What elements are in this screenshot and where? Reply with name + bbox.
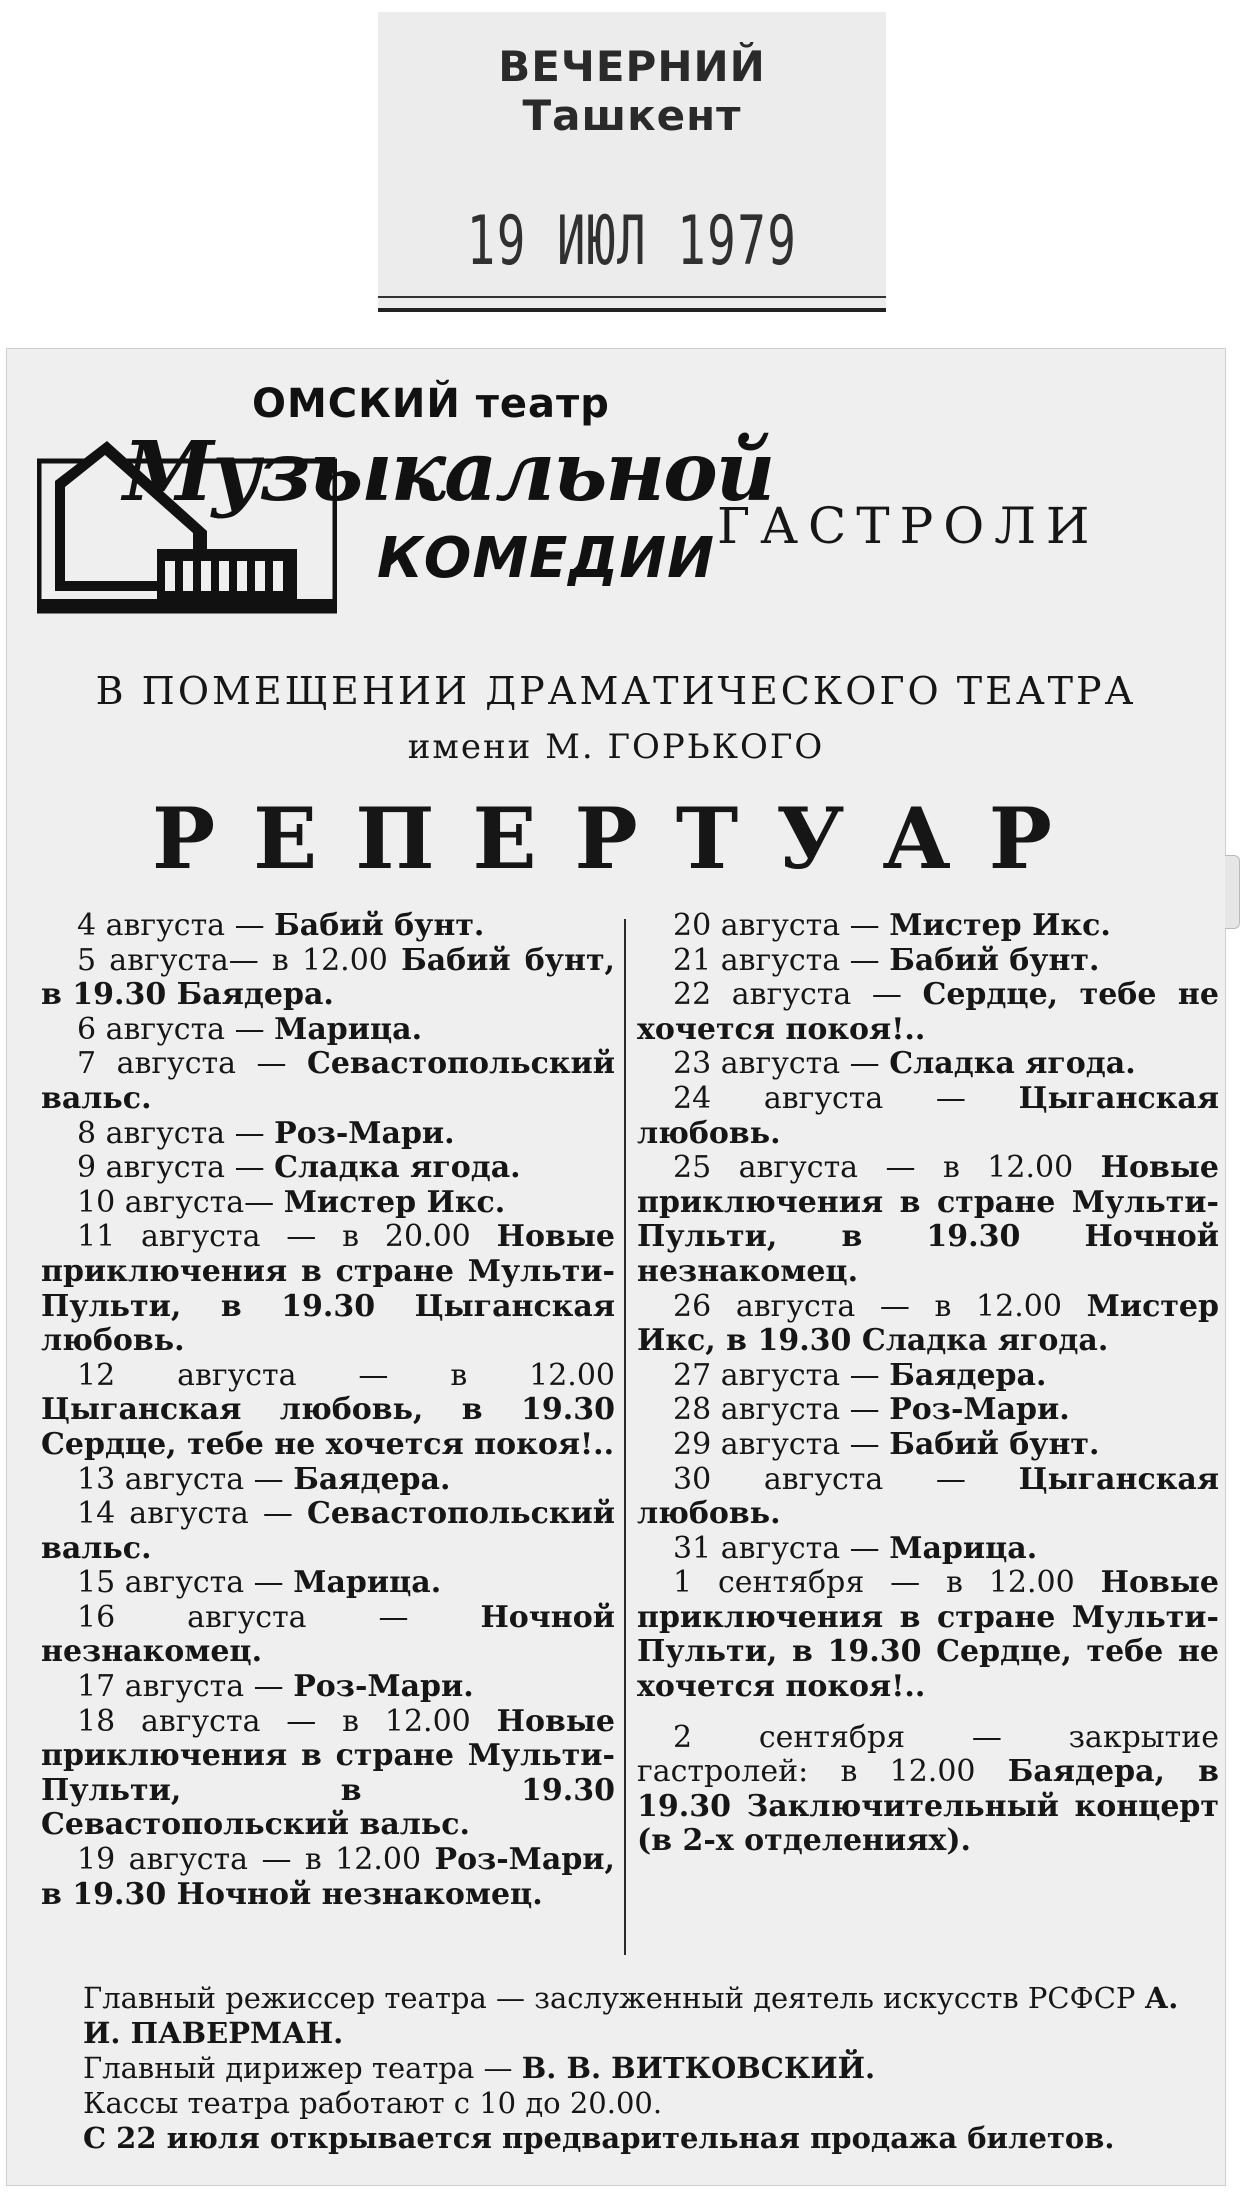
stamp-date: 19 ИЮЛ 1979	[466, 202, 798, 281]
entry-title: Роз-Мари.	[274, 1115, 455, 1151]
theatre-logo	[37, 381, 774, 613]
entry-title: Баядера.	[889, 1357, 1047, 1393]
entry-date: 13 августа —	[77, 1461, 284, 1497]
schedule-entry	[41, 944, 615, 1013]
director-line	[47, 1981, 1213, 2051]
entry-title: Бабий бунт.	[274, 908, 485, 943]
entry-date: 25 августа — в 12.00	[673, 1150, 1074, 1186]
schedule-entry	[637, 1290, 1219, 1359]
entry-date: 14 августа —	[77, 1496, 293, 1532]
entry-title: Роз-Мари.	[293, 1669, 474, 1705]
entry-title: Баядера.	[293, 1461, 451, 1497]
entry-date: 15 августа —	[77, 1565, 284, 1601]
entry-title: Роз-Мари.	[889, 1392, 1070, 1428]
entry-title: Марица.	[889, 1530, 1038, 1566]
entry-date: 19 августа — в 12.00	[77, 1842, 422, 1878]
director-label: Главный режиссер театра — заслуженный деятель искусств РСФСР	[83, 1981, 1136, 2015]
entry-title: Марица.	[293, 1565, 442, 1601]
entry-date: 27 августа —	[673, 1357, 880, 1393]
entry-title: Мистер Икс.	[889, 908, 1111, 943]
entry-title: Бабий бунт.	[889, 1426, 1100, 1462]
entry-title: Ночной незнакомец.	[41, 1599, 615, 1670]
schedule-entry	[41, 1151, 615, 1186]
schedule-entry	[637, 1532, 1219, 1567]
schedule-entry	[637, 1047, 1219, 1082]
presale-notice	[47, 2121, 1213, 2156]
entry-date: 7 августа —	[77, 1046, 287, 1082]
entry-date: 18 августа — в 12.00	[77, 1703, 471, 1739]
entry-date: 24 августа —	[673, 1080, 966, 1116]
entry-title: Новые приключения в стране Мульти-Пульти, в 19.30 Ночной незнакомец.	[637, 1150, 1219, 1289]
schedule-entry	[637, 1428, 1219, 1463]
entry-title: Новые приключения в стране Мульти-Пульти, в 19.30 Севастопольский вальс.	[41, 1703, 615, 1843]
entry-title: Мистер Икс.	[283, 1184, 506, 1220]
tour-heading: ГАСТРОЛИ	[717, 497, 1100, 555]
entry-date: 5 августа— в 12.00	[77, 942, 388, 978]
entry-title: Цыганская любовь.	[637, 1461, 1219, 1532]
schedule-entry	[41, 1566, 615, 1601]
schedule-entry	[637, 1082, 1219, 1151]
entry-date: 22 августа —	[673, 977, 902, 1013]
schedule-entry	[41, 1117, 615, 1152]
schedule-entry	[637, 944, 1219, 979]
schedule-entry	[637, 1151, 1219, 1289]
entry-date: 12 августа — в 12.00	[77, 1357, 615, 1393]
entry-date: 11 августа — в 20.00	[77, 1219, 471, 1255]
entry-date: 10 августа—	[77, 1184, 275, 1220]
schedule-column-right	[637, 909, 1219, 1859]
entry-date: 31 августа —	[673, 1530, 880, 1566]
entry-title: Мистер Икс, в 19.30 Сладка ягода.	[637, 1288, 1219, 1359]
schedule-entry	[41, 1047, 615, 1116]
entry-date: 4 августа —	[77, 908, 265, 943]
entry-date: 23 августа —	[673, 1046, 880, 1082]
schedule-entry	[41, 1705, 615, 1843]
entry-title: Цыганская любовь.	[637, 1080, 1219, 1151]
logo-city-line: ОМСКИЙ театр	[252, 381, 610, 427]
entry-date: 26 августа — в 12.00	[673, 1288, 1062, 1324]
schedule-entry	[41, 1359, 615, 1463]
entry-title: Роз-Мари, в 19.30 Ночной незнакомец.	[41, 1842, 615, 1912]
schedule-entry	[637, 909, 1219, 944]
schedule-entry	[41, 1186, 615, 1221]
entry-title: Бабий бунт, в 19.30 Баядера.	[41, 942, 615, 1013]
entry-date: 8 августа —	[77, 1115, 265, 1151]
conductor-label: Главный дирижер театра —	[83, 2051, 513, 2085]
schedule-entry	[41, 1497, 615, 1566]
entry-date: 6 августа —	[77, 1011, 265, 1047]
repertoire-heading: РЕПЕРТУАР	[152, 789, 1090, 888]
presale-text: С 22 июля открывается предварительная продажа билетов.	[83, 2121, 1115, 2155]
schedule-entry	[41, 1670, 615, 1705]
venue-line-1: В ПОМЕЩЕНИИ ДРАМАТИЧЕСКОГО ТЕАТРА	[95, 669, 1137, 713]
box-office-hours: Кассы театра работают с 10 до 20.00.	[83, 2086, 663, 2120]
logo-title-line: Музыкальной	[123, 424, 774, 520]
entry-title: Бабий бунт.	[889, 942, 1100, 978]
schedule-entry	[637, 1463, 1219, 1532]
entry-title: Марица.	[274, 1011, 423, 1047]
schedule-entry	[637, 1393, 1219, 1428]
entry-date: 29 августа —	[673, 1426, 880, 1462]
entry-date: 2 сентября — закрытие гастролей: в 12.00	[637, 1719, 1219, 1790]
entry-title: Новые приключения в стране Мульти-Пульти, в 19.30 Сердце, тебе не хочется покоя!..	[637, 1565, 1219, 1705]
entry-title: Цыганская любовь, в 19.30 Сердце, тебе не хочется покоя!..	[41, 1392, 615, 1462]
schedule-entry	[41, 909, 615, 944]
entry-date: 9 августа —	[77, 1150, 265, 1186]
schedule-entry	[637, 1566, 1219, 1704]
schedule-column-left	[41, 909, 615, 1912]
conductor-name: В. В. ВИТКОВСКИЙ.	[521, 2051, 876, 2085]
entry-date: 17 августа —	[77, 1669, 284, 1705]
schedule-entry	[637, 1359, 1219, 1394]
entry-date: 30 августа —	[673, 1461, 966, 1497]
entry-title: Севастопольский вальс.	[41, 1046, 615, 1116]
schedule-entry	[41, 1220, 615, 1358]
entry-date: 1 сентября — в 12.00	[673, 1565, 1075, 1601]
entry-title: Севастопольский вальс.	[41, 1496, 615, 1566]
entry-date: 16 августа —	[77, 1599, 409, 1635]
entry-title: Новые приключения в стране Мульти-Пульти, в 19.30 Цыганская любовь.	[41, 1219, 615, 1359]
schedule-entry	[41, 1013, 615, 1048]
date-stamp-clipping	[378, 12, 886, 312]
schedule-entry	[41, 1463, 615, 1498]
entry-date: 28 августа —	[673, 1392, 880, 1428]
newspaper-name: ВЕЧЕРНИЙ Ташкент	[498, 42, 766, 140]
entry-title: Сердце, тебе не хочется покоя!..	[637, 977, 1219, 1047]
schedule-entry	[637, 1721, 1219, 1859]
advertisement-clipping	[6, 348, 1226, 2186]
schedule-entry	[41, 1601, 615, 1670]
schedule-entry	[41, 1843, 615, 1912]
conductor-line	[47, 2051, 1213, 2086]
director-name: А. И. ПАВЕРМАН.	[83, 1981, 1179, 2050]
footer-notes	[47, 1981, 1213, 2156]
logo-subtitle-line: КОМЕДИИ	[377, 526, 715, 591]
entry-title: Сладка ягода.	[274, 1150, 521, 1186]
entry-date: 21 августа —	[673, 942, 880, 978]
entry-title: Баядера, в 19.30 Заключительный концерт (в 2-х отделениях).	[637, 1754, 1220, 1859]
entry-date: 20 августа —	[673, 908, 880, 943]
entry-title: Сладка ягода.	[889, 1046, 1136, 1082]
clipping-edge-tab	[1225, 855, 1240, 929]
schedule-entry	[637, 978, 1219, 1047]
venue-line-2: имени М. ГОРЬКОГО	[407, 727, 825, 767]
column-divider	[624, 919, 626, 1955]
stamp-rule	[378, 296, 886, 298]
